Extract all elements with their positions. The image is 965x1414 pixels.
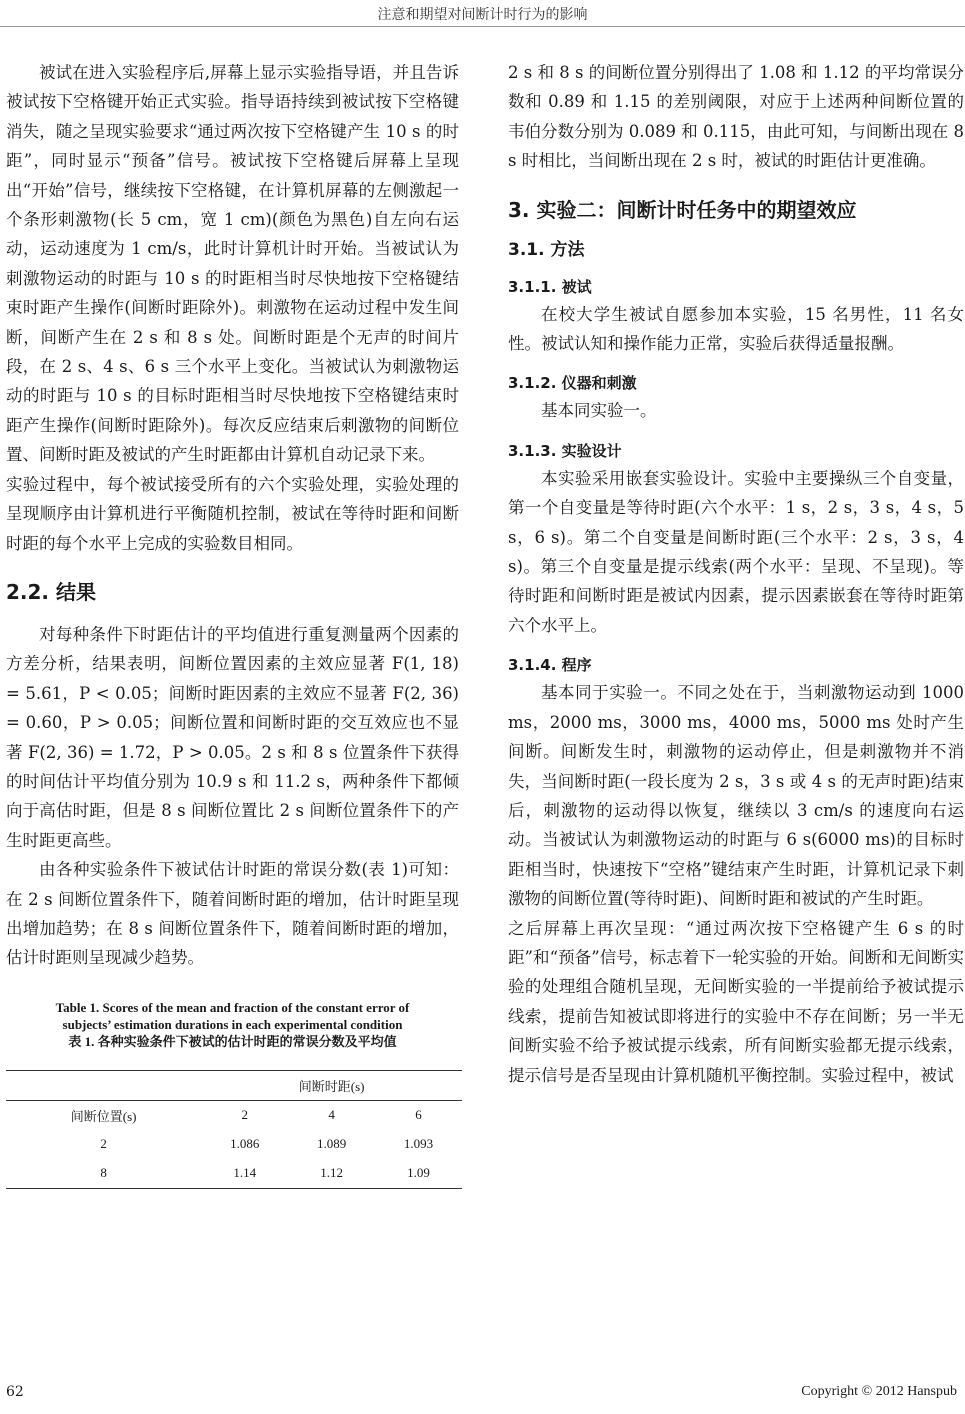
section-heading-3-1-3: 3.1.3. 实验设计: [508, 441, 622, 460]
column-header: 6: [375, 1100, 462, 1130]
table-cell: 1.089: [317, 1136, 347, 1152]
paragraph: 被试在进入实验程序后,屏幕上显示实验指导语，并且告诉被试按下空格键开始正式实验。指导语持续到被试按下空格键消失，随之呈现实验要求“通过两次按下空格键产生 10 s 的时距”，同时显示“预备”信号。被试按下空格键后屏幕上呈现出“开始”信号，继续按下空格键，在计算机屏幕的左侧激起一个条形刺激物(长 5 cm，宽 1 cm)(颜色为黑色)自左向右运动，运动速度为 1 cm/s，此时计算机计时开始。当被试认为刺激物运动的时距与 10 s 的时距相当时尽快地按下空格键结束时距产生操作(间断时距除外)。刺激物在运动过程中发生间断，间断产生在 2 s 和 8 s 处。间断时距是个无声的时间片段，在 2 s、4 s、6 s 三个水平上变化。当被试认为刺激物运动的时距与 10 s 的目标时距相当时尽快地按下空格键结束时距产生操作(间断时距除外)。每次反应结束后刺激物的间断位置、间断时距及被试的产生时距都由计算机自动记录下来。: [6, 63, 459, 465]
table-cell: 1.093: [403, 1136, 434, 1152]
page-number: 62: [6, 1384, 24, 1400]
column-header: 2: [201, 1100, 288, 1130]
paragraph: 之后屏幕上再次呈现：“通过两次按下空格键产生 6 s 的时距”和“预备”信号，标志着下一轮实验的开始。间断和无间断实验的处理组合随机呈现，无间断实验的一半提前给予被试提示线索，提前告知被试即将进行的实验中不存在间断；另一半无间断实验不给予被试提示线索，所有间断实验都无提示线索，提示信号是否呈现由计算机随机平衡控制。实验过程中，被试: [508, 918, 964, 1085]
table-cell: 1.086: [230, 1136, 260, 1152]
paragraph: 基本同于实验一。不同之处在于，当刺激物运动到 1000 ms，2000 ms，3000 ms，4000 ms，5000 ms 处时产生间断。间断发生时，刺激物的运动停止，但是刺激物并不消失，当间断时距(一段长度为 2 s，3 s 或 4 s 的无声时距)结束后，刺激物的运动得以恢复，继续以 3 cm/s 的速度向右运动。当被试认为刺激物运动的时距与 6 s(6000 ms)的目标时距相当时，快速按下“空格”键结束产生时距，计算机记录下刺激物的间断位置(等待时距)、间断时距和被试的产生时距。: [508, 683, 964, 909]
table-corner-cell: [6, 1070, 201, 1100]
paragraph: 本实验采用嵌套实验设计。实验中主要操纵三个自变量，第一个自变量是等待时距(六个水平：1 s，2 s，3 s，4 s，5 s，6 s)。第二个自变量是间断时距(三个水平：2 s，3 s，4 s)。第三个自变量是提示线索(两个水平：呈现、不呈现)。等待时距和间断时距是被试内因素，提示因素嵌套在等待时距第六个水平上。: [508, 468, 964, 635]
paragraph: 基本同实验一。: [541, 401, 657, 421]
header-rule: [0, 26, 965, 27]
table-row: [6, 1159, 462, 1189]
row-label: 2: [100, 1136, 107, 1152]
row-header: 间断位置(s): [6, 1100, 201, 1130]
running-title: 注意和期望对间断计时行为的影响: [377, 7, 588, 23]
table-row: [6, 1130, 462, 1159]
right-column: [508, 58, 964, 1090]
paragraph: 在校大学生被试自愿参加本实验，15 名男性，11 名女性。被试认知和操作能力正常，实验后获得适量报酬。: [508, 304, 964, 354]
copyright: Copyright © 2012 Hanspub: [801, 1384, 957, 1399]
table-cell: 1.12: [288, 1159, 375, 1189]
data-table: [6, 1070, 462, 1189]
paragraph: 实验过程中，每个被试接受所有的六个实验处理，实验处理的呈现顺序由计算机进行平衡随机控制，被试在等待时距和间断时距的每个水平上完成的实验数目相同。: [6, 474, 459, 553]
table-caption-zh: 表 1. 各种实验条件下被试的估计时距的常误分数及平均值: [68, 1033, 397, 1049]
section-heading-3-1: 3.1. 方法: [508, 239, 585, 260]
table-1: [6, 999, 459, 1189]
left-column: [6, 58, 459, 1189]
column-header: 4: [288, 1100, 375, 1130]
column-group-header: 间断时距(s): [201, 1070, 462, 1100]
table-caption-en-line: Table 1. Scores of the mean and fraction of the constant error of: [55, 999, 410, 1015]
paragraph: 由各种实验条件下被试估计时距的常误分数(表 1)可知：在 2 s 间断位置条件下，随着间断时距的增加，估计时距呈现出增加趋势；在 8 s 间断位置条件下，随着间断时距的增加，估计时距则呈现减少趋势。: [6, 860, 459, 968]
section-heading-3: 3. 实验二：间断计时任务中的期望效应: [508, 197, 857, 222]
section-heading-3-1-4: 3.1.4. 程序: [508, 656, 592, 675]
section-heading-3-1-1: 3.1.1. 被试: [508, 277, 592, 296]
table-caption-en: [6, 999, 459, 1033]
row-label: 8: [6, 1159, 201, 1189]
table-cell: 1.14: [201, 1159, 288, 1189]
paragraph: 2 s 和 8 s 的间断位置分别得出了 1.08 和 1.12 的平均常误分数和 0.89 和 1.15 的差别阈限，对应于上述两种间断位置的韦伯分数分别为 0.089 和 0.115，由此可知，与间断出现在 8 s 时相比，当间断出现在 2 s 时，被试的时距估计更准确。: [508, 63, 964, 171]
paragraph: 对每种条件下时距估计的平均值进行重复测量两个因素的方差分析，结果表明，间断位置因素的主效应显著 F(1, 18) = 5.61，P < 0.05；间断时距因素的主效应不显著 F(2, 36) = 0.60，P > 0.05；间断位置和间断时距的交互效应也不显著 F(2, 36) = 1.72，P > 0.05。2 s 和 8 s 位置条件下获得的时间估计平均值分别为 10.9 s 和 11.2 s，两种条件下都倾向于高估时距，但是 8 s 间断位置比 2 s 间断位置条件下的产生时距更高些。: [6, 624, 459, 850]
section-heading-results: 2.2. 结果: [6, 579, 96, 604]
table-caption-en-line: subjects’ estimation durations in each experimental condition: [62, 1016, 403, 1032]
table-cell: 1.09: [375, 1159, 462, 1189]
section-heading-3-1-2: 3.1.2. 仪器和刺激: [508, 374, 637, 393]
